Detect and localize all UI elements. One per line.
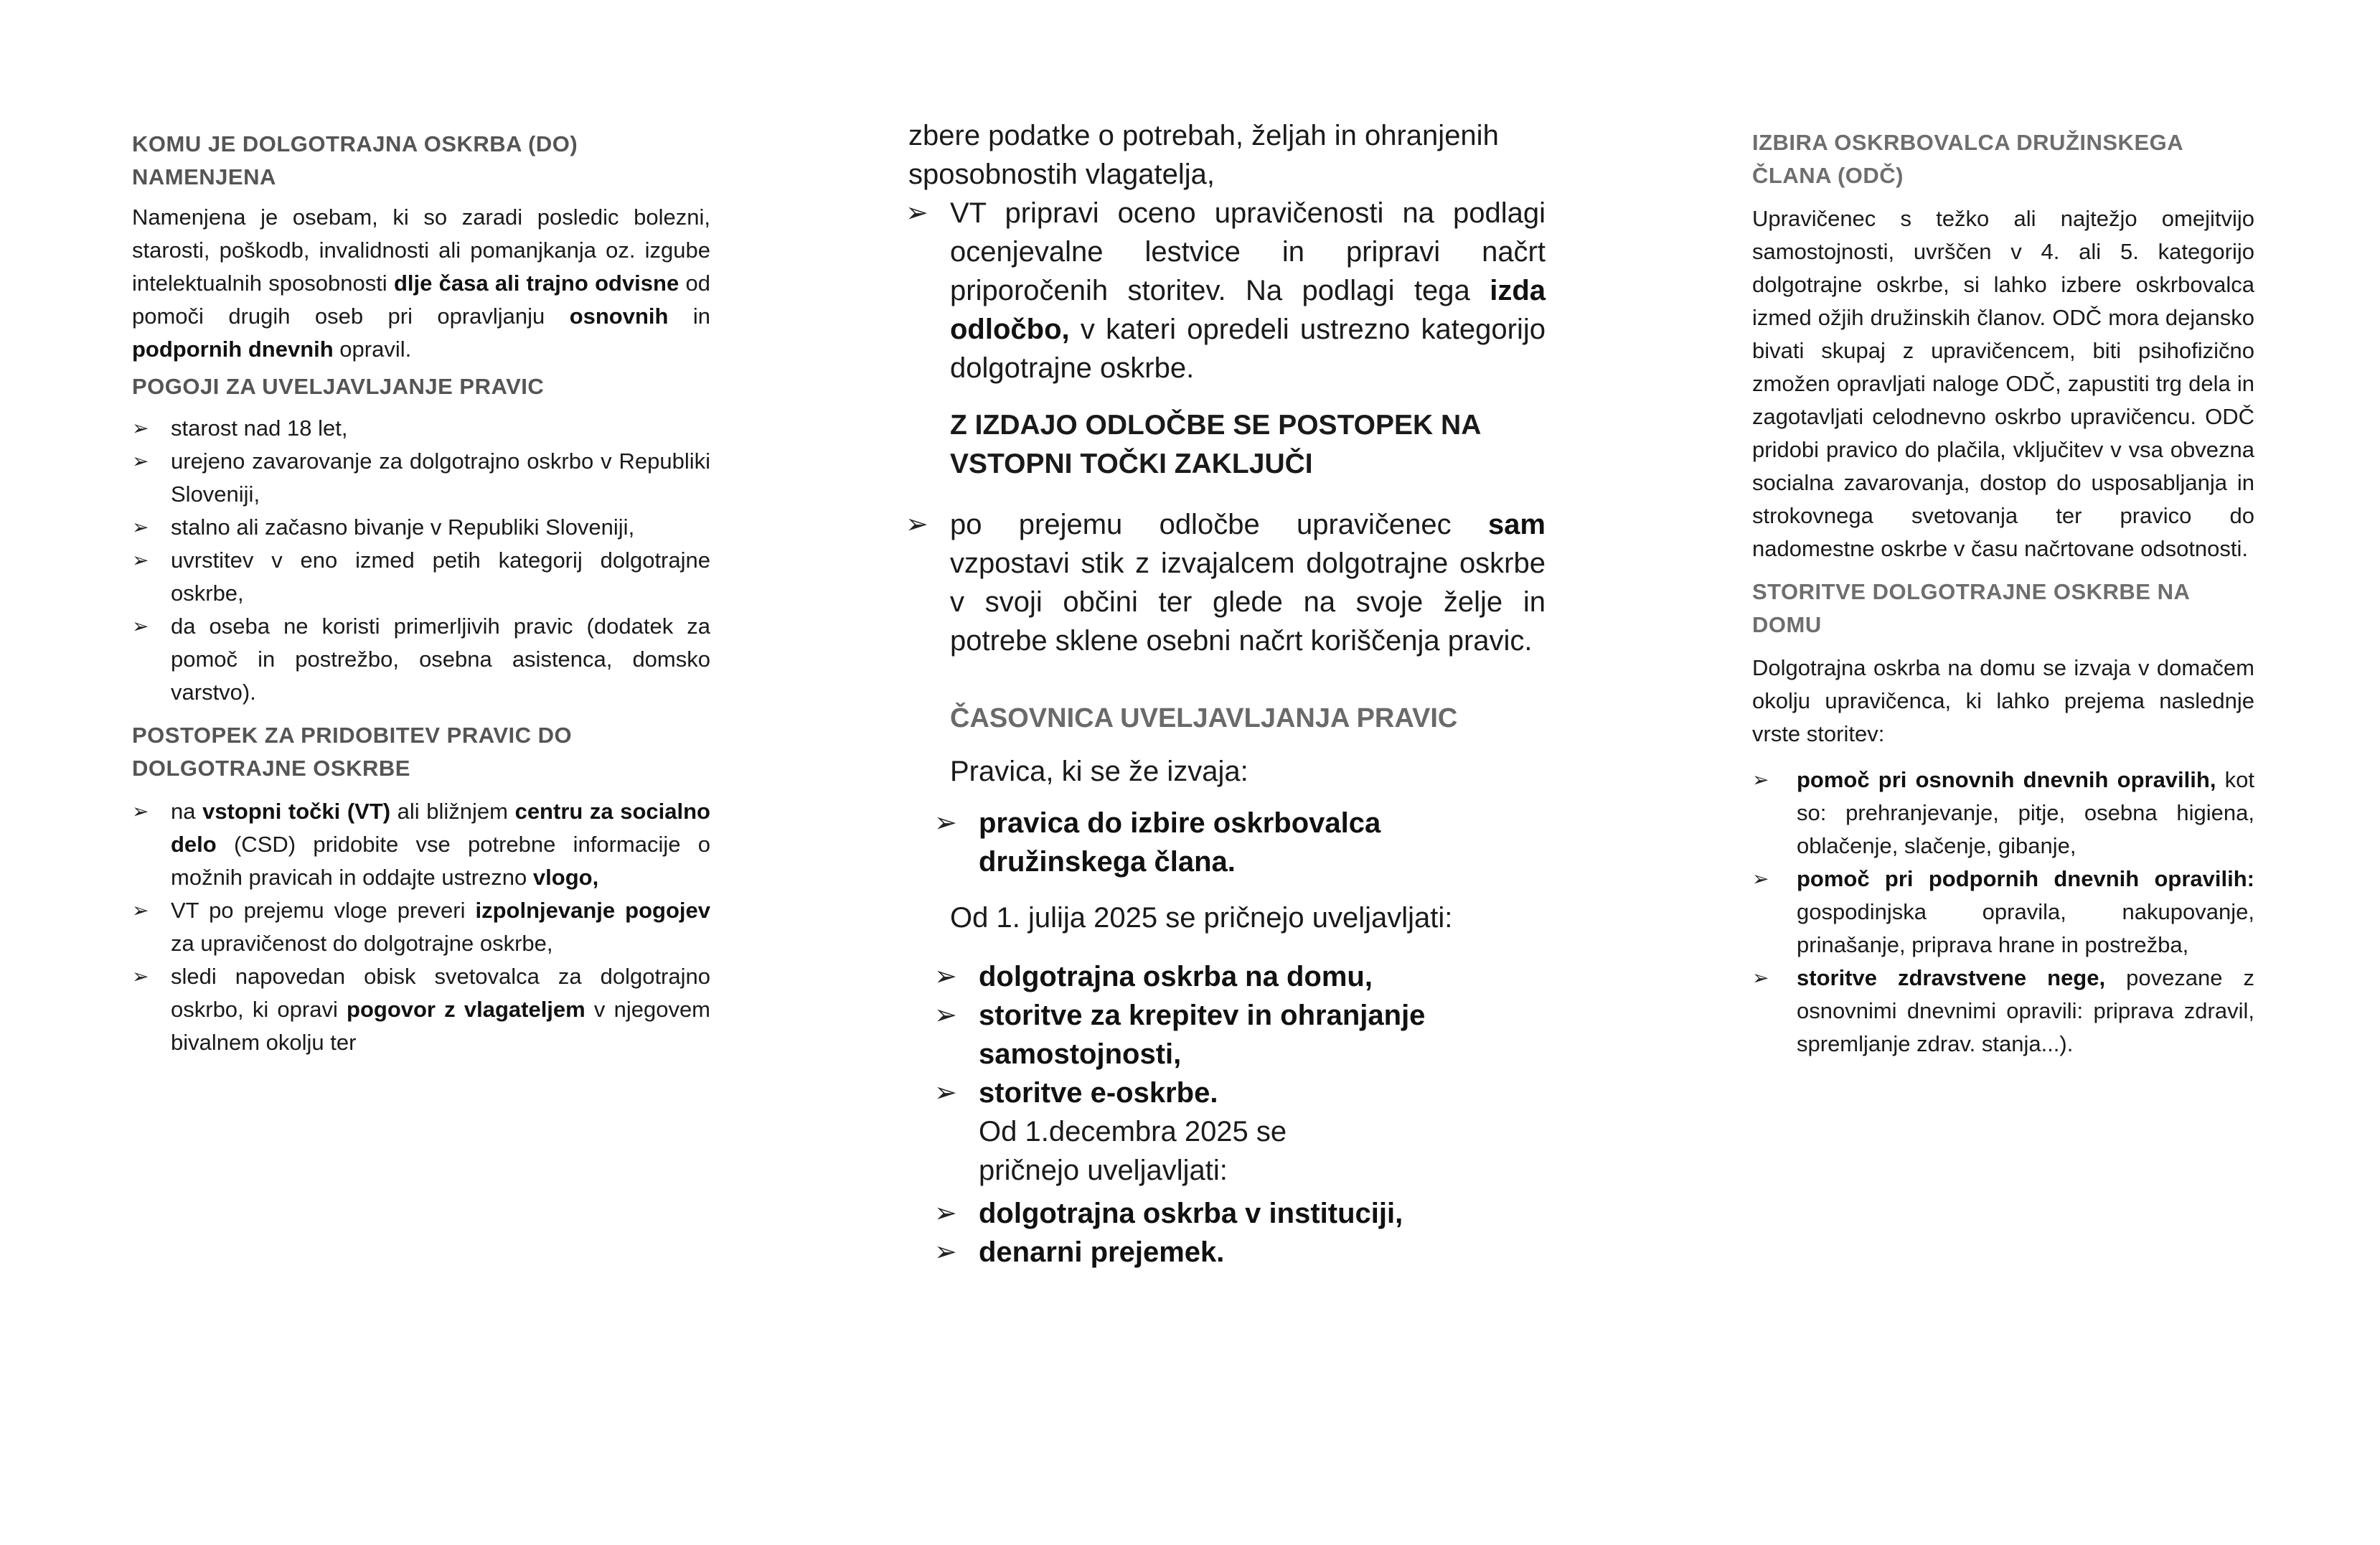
arrow-bullet-icon: ➢ — [132, 417, 149, 439]
list-item: ➢ storitve zdravstvene nege, povezane z osnovnimi dnevnimi opravili: priprava zdravil, spremljanje zdrav. stanja...). — [1752, 962, 2254, 1061]
heading-izbira: IZBIRA OSKRBOVALCA DRUŽINSKEGA ČLANA (ODČ) — [1752, 130, 2183, 188]
list-storitve — [1752, 764, 2254, 1061]
arrow-bullet-icon: ➢ — [132, 615, 149, 637]
arrow-bullet-icon: ➢ — [132, 549, 149, 571]
paragraph-continued: zbere podatke o potrebah, željah in ohranjenih sposobnostih vlagatelja, — [908, 120, 1499, 190]
list-item: ➢ dolgotrajna oskrba na domu, — [934, 957, 1546, 996]
list-item: ➢ uvrstitev v eno izmed petih kategorij dolgotrajne oskrbe, — [132, 544, 710, 610]
list-item: ➢ urejeno zavarovanje za dolgotrajno oskrbo v Republiki Sloveniji, — [132, 445, 710, 511]
arrow-bullet-icon: ➢ — [132, 450, 149, 472]
column-left — [132, 128, 710, 1059]
list-item: ➢ pomoč pri osnovnih dnevnih opravilih, kot so: prehranjevanje, pitje, osebna higiena, oblačenje, slačenje, gibanje, — [1752, 764, 2254, 863]
heading-postopek: POSTOPEK ZA PRIDOBITEV PRAVIC DO DOLGOTRAJNE OSKRBE — [132, 723, 573, 781]
list-item: ➢ sledi napovedan obisk svetovalca za dolgotrajno oskrbo, ki opravi pogovor z vlagateljem v njegovem bivalnem okolju ter — [132, 960, 710, 1059]
list-item: ➢ na vstopni točki (VT) ali bližnjem centru za socialno delo (CSD) pridobite vse potrebne informacije o možnih pravicah in oddajte ustrezno vlogo, — [132, 795, 710, 894]
arrow-bullet-icon: ➢ — [132, 899, 149, 921]
paragraph-storitve: Dolgotrajna oskrba na domu se izvaja v domačem okolju upravičenca, ki lahko prejema naslednje vrste storitev: — [1752, 655, 2254, 746]
arrow-bullet-icon: ➢ — [1752, 868, 1769, 890]
list-item: ➢ storitve e-oskrbe. — [934, 1074, 1546, 1112]
arrow-bullet-icon: ➢ — [132, 516, 149, 538]
list-item-prejem: ➢ po prejemu odločbe upravičenec sam vzpostavi stik z izvajalcem dolgotrajne oskrbe v svoji občini ter glede na svoje želje in potrebe sklene osebni načrt koriščenja pravic. — [906, 505, 1546, 660]
list-already — [934, 804, 1546, 881]
arrow-bullet-icon: ➢ — [934, 1237, 957, 1267]
list-item: ➢ stalno ali začasno bivanje v Republiki Sloveniji, — [132, 511, 710, 544]
list-item: ➢ pomoč pri podpornih dnevnih opravilih: gospodinjska opravila, nakupovanje, prinašanje, priprava hrane in postrežba, — [1752, 863, 2254, 962]
paragraph-odc: Upravičenec s težko ali najtežjo omejitvijo samostojnosti, uvrščen v 4. ali 5. kategorijo dolgotrajne oskrbe, si lahko izbere oskrbovalca izmed ožjih družinskih članov. ODČ mora dejansko bivati skupaj z upravičencem, biti psihofizično zmožen opravljati naloge ODČ, zapustiti trg dela in zagotavljati celodnevno oskrbo upravičencu. ODČ pridobi pravico do plačila, vključitev v vsa obvezna socialna zavarovanja, dostop do usposabljanja in strokovnega svetovanja ter pravico do nadomestne oskrbe v času načrtovane odsotnosti. — [1752, 206, 2254, 561]
list-item: ➢ VT po prejemu vloge preveri izpolnjevanje pogojev za upravičenost do dolgotrajne oskrbe, — [132, 894, 710, 960]
arrow-bullet-icon: ➢ — [934, 1078, 957, 1108]
list-item: ➢ starost nad 18 let, — [132, 412, 710, 445]
list-item: ➢ storitve za krepitev in ohranjanje samostojnosti, — [934, 996, 1546, 1074]
arrow-bullet-icon: ➢ — [1752, 769, 1769, 791]
text-from-july: Od 1. julija 2025 se pričnejo uveljavljati: — [950, 902, 1453, 934]
arrow-bullet-icon: ➢ — [1752, 967, 1769, 989]
column-middle — [906, 116, 1546, 1272]
heading-storitve: STORITVE DOLGOTRAJNE OSKRBE NA DOMU — [1752, 579, 2190, 637]
list-item-ocena: ➢ VT pripravi oceno upravičenosti na podlagi ocenjevalne lestvice in pripravi načrt priporočenih storitev. Na podlagi tega izda odločbo, v kateri opredeli ustrezno kategorijo dolgotrajne oskrbe. — [906, 194, 1546, 388]
arrow-bullet-icon: ➢ — [934, 962, 957, 992]
text-from-dec: Od 1.decembra 2025 se pričnejo uveljavljati: — [979, 1116, 1287, 1186]
list-item: ➢ da oseba ne koristi primerljivih pravic (dodatek za pomoč in postrežbo, osebna asistenca, domsko varstvo). — [132, 610, 710, 709]
arrow-bullet-icon: ➢ — [906, 509, 928, 540]
arrow-bullet-icon: ➢ — [906, 198, 928, 228]
arrow-bullet-icon: ➢ — [934, 1198, 957, 1229]
list-vt-ocena — [906, 194, 1546, 388]
list-po-prejemu — [906, 505, 1546, 660]
list-item: ➢ pravica do izbire oskrbovalca družinskega člana. — [934, 804, 1546, 881]
column-right — [1752, 126, 2254, 1061]
list-dec — [934, 1194, 1546, 1272]
list-item: ➢ denarni prejemek. — [934, 1233, 1546, 1272]
heading-komu: KOMU JE DOLGOTRAJNA OSKRBA (DO) NAMENJENA — [132, 131, 578, 189]
list-july — [934, 957, 1546, 1112]
list-postopek — [132, 795, 710, 1059]
arrow-bullet-icon: ➢ — [934, 1000, 957, 1030]
list-pogoji — [132, 412, 710, 709]
arrow-bullet-icon: ➢ — [132, 965, 149, 987]
arrow-bullet-icon: ➢ — [934, 808, 957, 838]
list-item: ➢ dolgotrajna oskrba v instituciji, — [934, 1194, 1546, 1233]
arrow-bullet-icon: ➢ — [132, 800, 149, 822]
paragraph-namenjena: Namenjena je osebam, ki so zaradi posledic bolezni, starosti, poškodb, invalidnosti ali pomanjkanja oz. izgube intelektualnih sposobnosti dlje časa ali trajno odvisne od pomoči drugih oseb pri opravljanju osnovnih in podpornih dnevnih opravil. — [132, 205, 710, 362]
heading-casovnica: ČASOVNICA UVELJAVLJANJA PRAVIC — [950, 703, 1458, 733]
heading-zakljuci: Z IZDAJO ODLOČBE SE POSTOPEK NA VSTOPNI TOČKI ZAKLJUČI — [950, 410, 1480, 479]
text-already: Pravica, ki se že izvaja: — [950, 756, 1248, 787]
heading-pogoji: POGOJI ZA UVELJAVLJANJE PRAVIC — [132, 374, 545, 399]
